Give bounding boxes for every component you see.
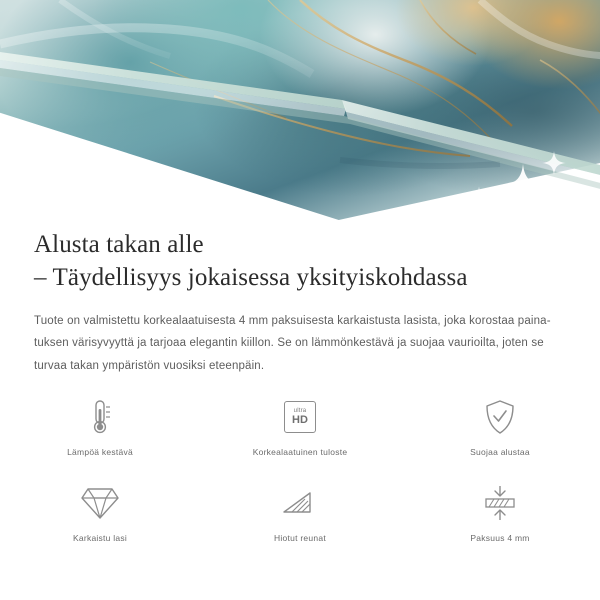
feature-item-print-quality: [200, 395, 400, 467]
content-block: [0, 228, 600, 377]
feature-item-polished-edges: [200, 481, 400, 553]
thickness-icon: [481, 481, 519, 525]
headline-line-1: Alusta takan alle: [34, 231, 204, 258]
feature-item-heat-resistant: [0, 395, 200, 467]
ultra-hd-icon: [284, 395, 316, 439]
page-title: [0, 228, 600, 294]
feature-label: Hiotut reunat: [274, 533, 326, 543]
feature-label: Lämpöä kestävä: [67, 447, 133, 457]
feature-label: Korkealaatuinen tuloste: [252, 447, 348, 457]
hero-canvas: [0, 0, 600, 228]
thermometer-icon: [83, 395, 117, 439]
feature-label: Karkaistu lasi: [72, 533, 128, 543]
ultra-hd-badge-top: ultra: [293, 408, 307, 414]
diamond-icon: [80, 481, 120, 525]
hero-product-image: [0, 0, 600, 228]
feature-item-thickness: [400, 481, 600, 553]
ultra-hd-badge-bottom: HD: [292, 414, 308, 426]
feature-grid: [0, 395, 600, 553]
feature-label: Paksuus 4 mm: [470, 533, 530, 543]
feature-item-tempered-glass: [0, 481, 200, 553]
body-paragraph: Tuote on valmistettu korkealaatuisesta 4 mm paksuisesta karkaistusta lasista, joka korostaa paina-tuksen värisyvyyttä ja tarjoaa elegantin kiillon. Se on lämmönkestävä ja suojaa vaurioilta, joten se turvaa takan ympäristön vuosiksi eteenpäin.: [34, 315, 551, 372]
headline-line-2: – Täydellisyys jokaisessa yksityiskohdassa: [34, 264, 468, 291]
polished-edges-icon: [281, 481, 319, 525]
feature-label: Suojaa alustaa: [470, 447, 530, 457]
glass-edge-icon: [0, 0, 600, 228]
feature-item-protects-surface: [400, 395, 600, 467]
shield-check-icon: [483, 395, 517, 439]
